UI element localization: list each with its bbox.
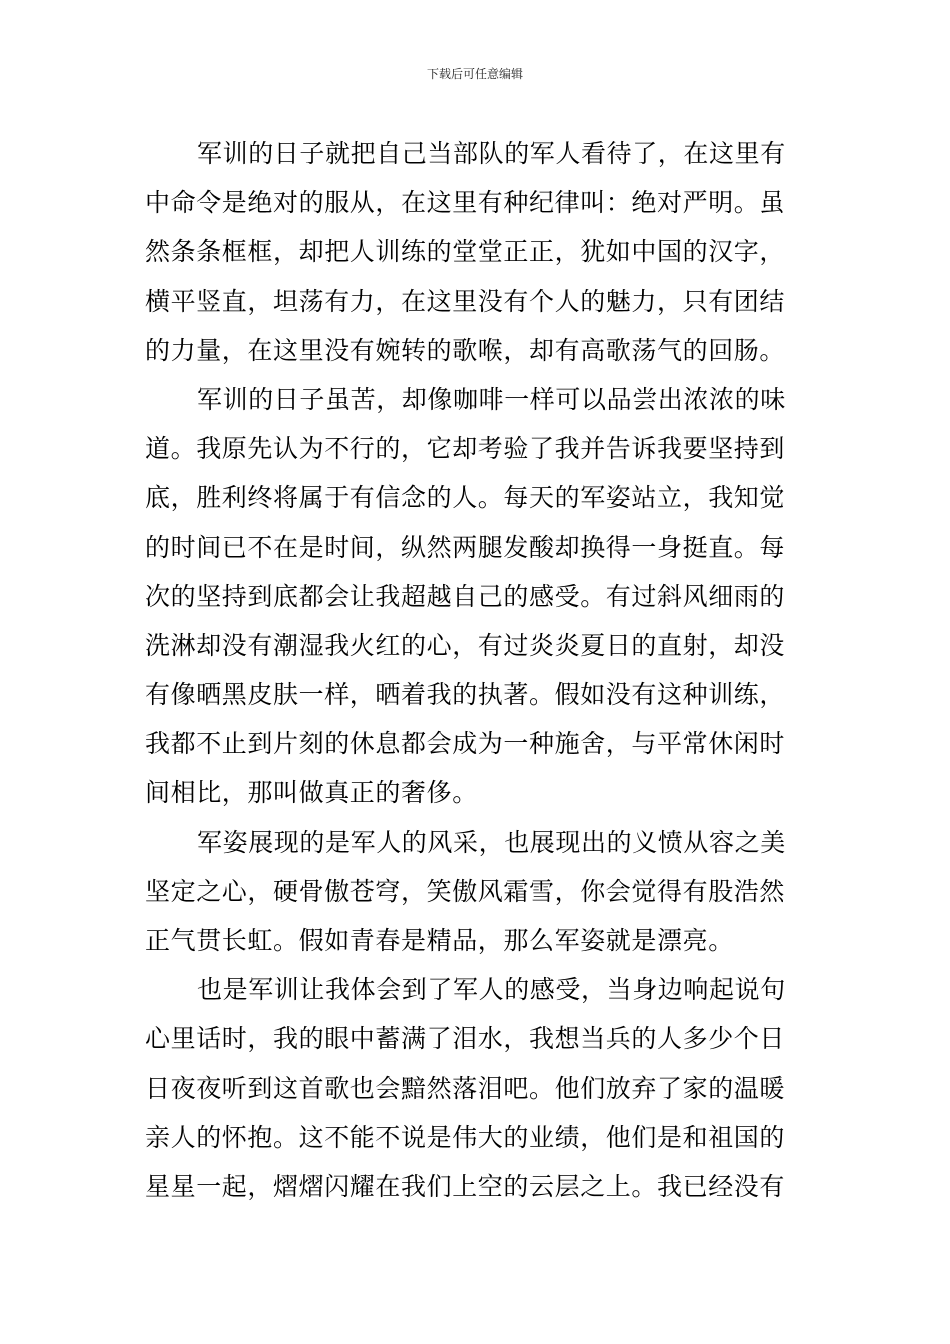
text-line: 坚定之心，硬骨傲苍穹，笑傲风霜雪，你会觉得有股浩然 [145,876,786,906]
document-body [145,129,807,1211]
text-line: 底，胜利终将属于有信念的人。每天的军姿站立，我知觉 [145,483,786,513]
text-line: 也是军训让我体会到了军人的感受，当身边响起说句 [197,975,786,1005]
text-line: 心里话时，我的眼中蓄满了泪水，我想当兵的人多少个日 [145,1024,786,1054]
text-line: 军姿展现的是军人的风采，也展现出的义愤从容之美 [197,827,786,857]
text-line: 的力量，在这里没有婉转的歌喉，却有高歌荡气的回肠。 [145,335,786,365]
text-line: 然条条框框，却把人训练的堂堂正正，犹如中国的汉字， [145,237,786,267]
text-line: 星星一起，熠熠闪耀在我们上空的云层之上。我已经没有 [145,1171,786,1201]
text-line: 横平竖直，坦荡有力，在这里没有个人的魅力，只有团结 [145,286,786,316]
paragraph-1 [145,129,807,375]
text-line: 次的坚持到底都会让我超越自己的感受。有过斜风细雨的 [145,581,786,611]
text-line: 日夜夜听到这首歌也会黯然落泪吧。他们放弃了家的温暖 [145,1073,786,1103]
paragraph-2 [145,375,807,818]
text-line: 有像晒黑皮肤一样，晒着我的执著。假如没有这种训练， [145,680,786,710]
paragraph-4 [145,965,807,1211]
text-line: 的时间已不在是时间，纵然两腿发酸却换得一身挺直。每 [145,532,786,562]
page-header: 下载后可任意编辑 [426,67,523,81]
text-line: 军训的日子虽苦，却像咖啡一样可以品尝出浓浓的味 [197,384,786,414]
text-line: 我都不止到片刻的休息都会成为一种施舍，与平常休闲时 [145,729,786,759]
text-line: 亲人的怀抱。这不能不说是伟大的业绩，他们是和祖国的 [145,1122,786,1152]
text-line: 中命令是绝对的服从，在这里有种纪律叫：绝对严明。虽 [145,188,786,218]
text-line: 洗淋却没有潮湿我火红的心，有过炎炎夏日的直射，却没 [145,630,786,660]
text-line: 道。我原先认为不行的，它却考验了我并告诉我要坚持到 [145,434,786,464]
text-line: 正气贯长虹。假如青春是精品，那么军姿就是漂亮。 [145,926,734,955]
paragraph-3 [145,818,807,966]
text-line: 军训的日子就把自己当部队的军人看待了，在这里有 [197,139,786,168]
text-line: 间相比，那叫做真正的奢侈。 [145,778,478,808]
